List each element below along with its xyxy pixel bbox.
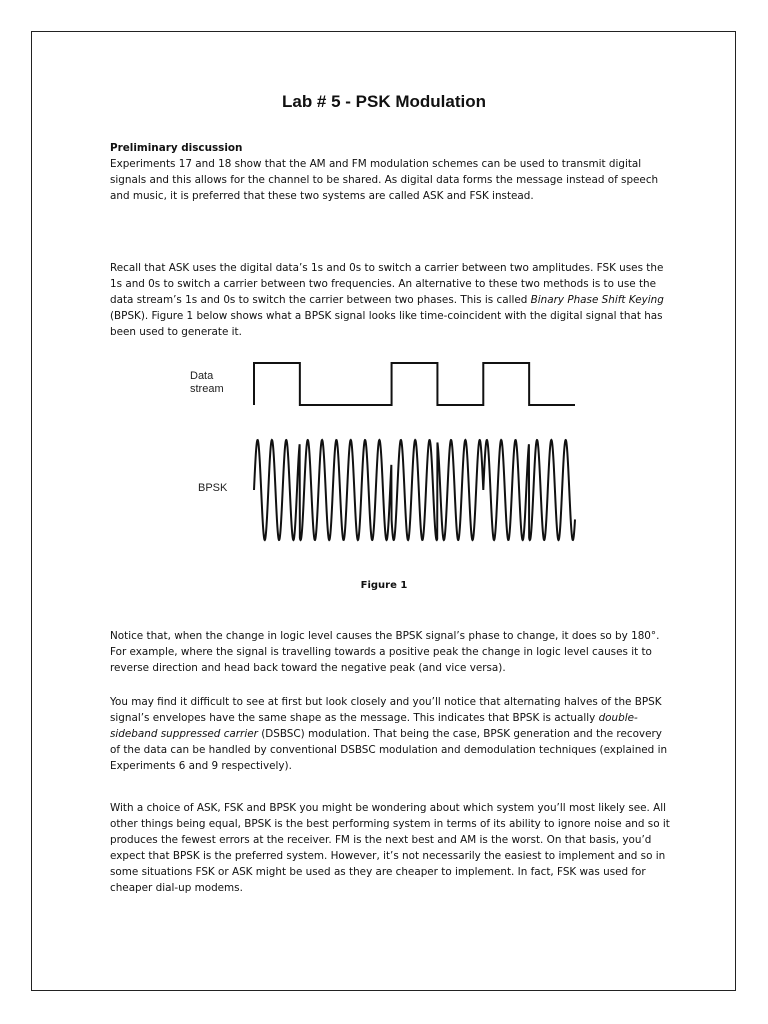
figure-caption: Figure 1	[360, 580, 408, 591]
bpsk-waveform	[254, 440, 575, 540]
data-stream-label: Data stream	[190, 370, 224, 395]
figure-drawing	[180, 355, 590, 545]
paragraph-5: With a choice of ASK, FSK and BPSK you might be wondering about which system you’ll most likely see. All other things being equal, BPSK is the best performing system in terms of its ability to ignore noise and so it produces the fewest errors at the receiver. FM is the next best and AM is the worst. On that basis, you’d expect that BPSK is the preferred system. However, it’s not necessarily the easiest to implement and so in some situations FSK or ASK might be used as they are cheaper to implement. In fact, FSK was used for cheaper dial-up modems.	[110, 802, 670, 894]
paragraph-3: Notice that, when the change in logic level causes the BPSK signal’s phase to change, it does so by 180°. For example, where the signal is travelling towards a positive peak the change in logic level causes it to reverse direction and head back toward the negative peak (and vice versa).	[110, 630, 660, 674]
bpsk-term: Binary Phase Shift Keying	[530, 294, 664, 306]
figure-1	[180, 355, 590, 545]
paragraph-4: You may find it difficult to see at first but look closely and you’ll notice that alternating halves of the BPSK signal’s envelopes have the same shape as the message. This indicates that BPSK is actually double-sideband suppressed carrier (DSBSC) modulation. That being the case, BPSK generation and the recovery of the data can be handled by conventional DSBSC modulation and demodulation techniques (explained in Experiments 6 and 9 respectively).	[110, 696, 668, 772]
section-preliminary	[110, 140, 670, 204]
section-heading: Preliminary discussion	[110, 142, 243, 154]
bpsk-label: BPSK	[198, 482, 228, 494]
document-title: Lab # 5 - PSK Modulation	[281, 92, 486, 111]
paragraph-2: Recall that ASK uses the digital data’s 1s and 0s to switch a carrier between two amplitudes. FSK uses the 1s and 0s to switch a carrier between two frequencies. An alternative to these two methods is to use the data stream’s 1s and 0s to switch the carrier between two phases. This is called Binary Phase Shift Keying (BPSK). Figure 1 below shows what a BPSK signal looks like time-coincident with the digital signal that has been used to generate it.	[110, 262, 664, 338]
dsbsc-term: double-sideband suppressed carrier	[110, 712, 638, 740]
paragraph-1: Experiments 17 and 18 show that the AM and FM modulation schemes can be used to transmit digital signals and this allows for the channel to be shared. As digital data forms the message instead of speech and music, it is preferred that these two systems are called ASK and FSK instead.	[110, 158, 659, 202]
data-stream-waveform	[254, 363, 575, 405]
